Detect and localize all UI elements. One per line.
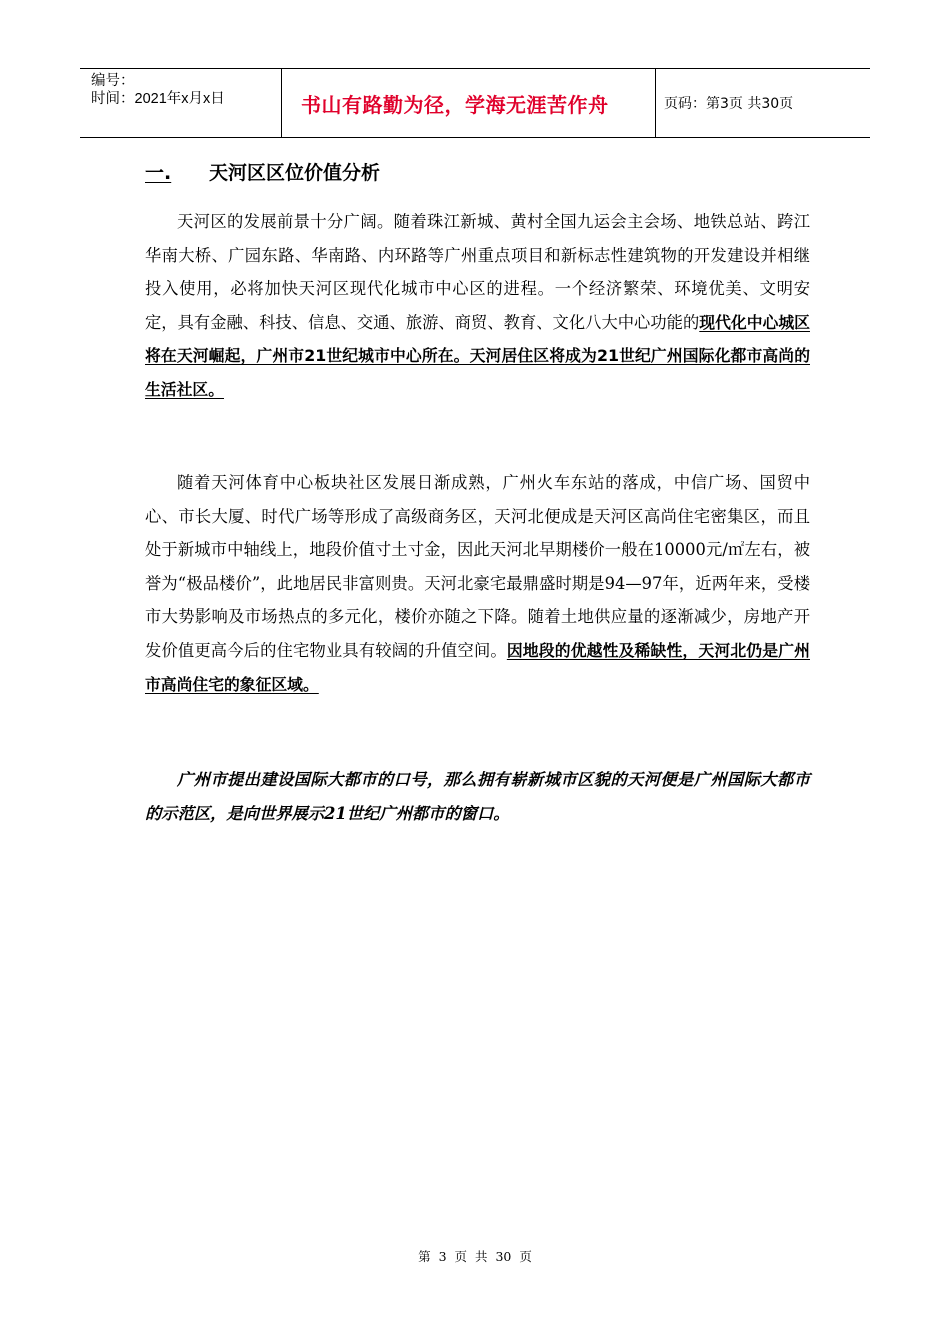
paragraph-1-text: 天河区的发展前景十分广阔。随着珠江新城、黄村全国九运会主会场、地铁总站、跨江华南大桥、广园东路、华南路、内环路等广州重点项目和新标志性建筑物的开发建设并相继投入使用，必将加快天河区现代化城市中心区的进程。一个经济繁荣、环境优美、文明安定，具有金融、科技、信息、交通、旅游、商贸、教育、文化八大中心功能的: [145, 212, 810, 332]
section-heading: [145, 158, 380, 185]
paragraph-1: [145, 205, 810, 407]
paragraph-1-highlight: 现代化中心城区将在天河崛起，广州市21世纪城市中心所在。天河居住区将成为21世纪广州国际化都市高尚的生活社区。: [145, 312, 810, 399]
page-footer: [0, 1247, 950, 1265]
section-title: 天河区区位价值分析: [209, 162, 381, 184]
page-header: [80, 68, 870, 138]
section-number: 一.: [145, 162, 172, 184]
footer-page-number: 第 3 页 共 30 页: [418, 1249, 532, 1264]
header-meta-cell: [80, 69, 281, 137]
motto-text: 书山有路勤为径，学海无涯苦作舟: [301, 92, 609, 117]
paragraph-2-highlight: 因地段的优越性及稀缺性，天河北仍是广州市高尚住宅的象征区域。: [145, 640, 810, 694]
header-page-cell: [656, 69, 870, 137]
date-label: 时间：2021年x月x日: [91, 91, 225, 107]
code-label: 编号：: [91, 73, 135, 89]
header-page-label: 页码：第3页 共30页: [664, 96, 794, 112]
paragraph-3: [145, 763, 810, 830]
paragraph-3-text: 广州市提出建设国际大都市的口号，那么拥有崭新城市区貌的天河便是广州国际大都市的示范区，是向世界展示21世纪广州都市的窗口。: [145, 770, 810, 823]
paragraph-2: [145, 466, 810, 701]
paragraph-2-text: 随着天河体育中心板块社区发展日渐成熟，广州火车东站的落成，中信广场、国贸中心、市长大厦、时代广场等形成了高级商务区，天河北便成是天河区高尚住宅密集区，而且处于新城市中轴线上，地段价值寸土寸金，因此天河北早期楼价一般在10000元/㎡左右，被誉为“极品楼价”，此地居民非富则贵。天河北豪宅最鼎盛时期是94—97年，近两年来，受楼市大势影响及市场热点的多元化，楼价亦随之下降。随着土地供应量的逐渐减少，房地产开发价值更高今后的住宅物业具有较阔的升值空间。: [145, 473, 810, 660]
header-motto-cell: [281, 69, 656, 137]
